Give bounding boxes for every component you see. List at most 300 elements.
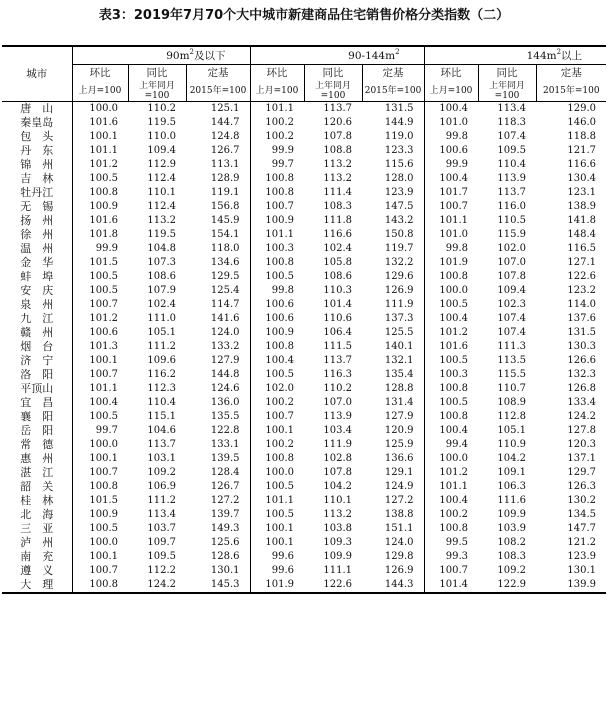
index-value-cell: 111.9 <box>323 439 353 450</box>
index-value-cell: 108.6 <box>323 271 353 282</box>
table-title: 表3：2019年7月70个大中城市新建商品住宅销售价格分类指数（二） <box>98 8 510 23</box>
index-value-cell: 100.5 <box>72 284 128 298</box>
metric-mom: 环比 <box>424 65 478 82</box>
index-value-cell: 124.2 <box>567 411 597 422</box>
index-value-cell: 121.7 <box>567 145 597 156</box>
index-value-cell: 99.8 <box>424 242 478 256</box>
index-value-cell: 100.5 <box>72 172 128 186</box>
index-value-cell: 101.1 <box>72 382 128 396</box>
index-value-cell: 126.3 <box>567 481 597 492</box>
base-mom: 上月=100 <box>72 81 128 102</box>
index-value-cell: 100.8 <box>250 256 304 270</box>
index-value-cell: 113.9 <box>497 173 527 184</box>
index-value-cell: 102.4 <box>147 299 176 310</box>
index-value-cell: 113.4 <box>147 509 176 520</box>
index-value-cell: 111.1 <box>323 565 353 576</box>
index-value-cell: 100.1 <box>72 130 128 144</box>
index-value-cell: 103.9 <box>497 523 527 534</box>
index-value-cell: 118.0 <box>210 243 240 254</box>
city-cell: 赣 州 <box>20 326 54 339</box>
index-value-cell: 110.9 <box>497 439 527 450</box>
index-value-cell: 100.1 <box>250 536 304 550</box>
index-value-cell: 101.6 <box>72 214 128 228</box>
index-value-cell: 113.7 <box>323 355 353 366</box>
index-value-cell: 100.2 <box>250 438 304 452</box>
index-value-cell: 100.7 <box>72 368 128 382</box>
index-value-cell: 99.8 <box>250 284 304 298</box>
index-value-cell: 100.7 <box>424 200 478 214</box>
index-value-cell: 100.6 <box>250 312 304 326</box>
index-value-cell: 133.2 <box>210 341 240 352</box>
index-value-cell: 126.6 <box>567 355 597 366</box>
index-value-cell: 124.9 <box>384 481 414 492</box>
index-value-cell: 114.0 <box>567 299 597 310</box>
index-value-cell: 127.8 <box>567 425 597 436</box>
table-row <box>2 382 606 396</box>
index-value-cell: 115.5 <box>497 369 527 380</box>
index-value-cell: 140.1 <box>384 341 414 352</box>
index-value-cell: 103.1 <box>147 453 176 464</box>
index-value-cell: 100.4 <box>424 102 478 117</box>
index-value-cell: 113.7 <box>147 439 176 450</box>
index-value-cell: 129.5 <box>210 271 240 282</box>
table-row <box>2 242 606 256</box>
index-value-cell: 151.1 <box>384 523 414 534</box>
index-value-cell: 109.6 <box>147 355 176 366</box>
index-value-cell: 154.1 <box>210 229 240 240</box>
city-header: 城市 <box>2 46 72 102</box>
index-value-cell: 121.2 <box>567 537 597 548</box>
index-value-cell: 110.3 <box>323 285 353 296</box>
index-value-cell: 100.7 <box>250 200 304 214</box>
index-value-cell: 105.8 <box>323 257 353 268</box>
index-value-cell: 125.4 <box>210 285 240 296</box>
index-value-cell: 99.6 <box>250 550 304 564</box>
index-value-cell: 100.1 <box>72 550 128 564</box>
index-value-cell: 100.6 <box>250 298 304 312</box>
index-value-cell: 100.4 <box>424 172 478 186</box>
table-row <box>2 284 606 298</box>
index-value-cell: 125.5 <box>384 327 414 338</box>
index-value-cell: 108.2 <box>497 537 527 548</box>
index-value-cell: 119.5 <box>147 229 176 240</box>
index-value-cell: 123.1 <box>567 187 597 198</box>
index-value-cell: 99.4 <box>424 438 478 452</box>
index-value-cell: 113.2 <box>323 159 353 170</box>
index-value-cell: 126.8 <box>567 383 597 394</box>
index-value-cell: 137.1 <box>567 453 597 464</box>
metric-yoy: 同比 <box>304 65 362 82</box>
metric-fixed: 定基 <box>362 65 424 82</box>
index-value-cell: 131.4 <box>384 397 414 408</box>
index-value-cell: 100.9 <box>72 200 128 214</box>
city-cell: 南 充 <box>20 550 54 563</box>
table-row <box>2 564 606 578</box>
city-cell: 平顶山 <box>20 382 54 395</box>
index-value-cell: 156.8 <box>210 201 240 212</box>
index-value-cell: 128.6 <box>210 551 240 562</box>
city-cell: 安 庆 <box>20 284 54 297</box>
index-value-cell: 107.4 <box>497 313 527 324</box>
index-value-cell: 100.8 <box>424 270 478 284</box>
index-value-cell: 113.2 <box>323 173 353 184</box>
index-value-cell: 148.4 <box>567 229 597 240</box>
index-value-cell: 133.1 <box>210 439 240 450</box>
index-value-cell: 107.3 <box>147 257 176 268</box>
index-value-cell: 103.4 <box>323 425 353 436</box>
table-row <box>2 480 606 494</box>
city-cell: 湛 江 <box>20 466 54 479</box>
index-value-cell: 102.0 <box>250 382 304 396</box>
table-row <box>2 340 606 354</box>
index-value-cell: 101.0 <box>424 116 478 130</box>
index-value-cell: 107.0 <box>323 397 353 408</box>
table-row <box>2 172 606 186</box>
city-cell: 常 德 <box>20 438 54 451</box>
index-value-cell: 123.9 <box>384 187 414 198</box>
table-row <box>2 368 606 382</box>
index-value-cell: 100.8 <box>250 186 304 200</box>
group-header-small: $90m^2$及以下 <box>72 46 250 65</box>
table-body <box>2 102 606 594</box>
index-value-cell: 100.8 <box>424 522 478 536</box>
index-value-cell: 107.4 <box>497 131 527 142</box>
index-value-cell: 105.1 <box>497 425 527 436</box>
index-value-cell: 113.9 <box>323 411 353 422</box>
table-row <box>2 536 606 550</box>
index-value-cell: 99.7 <box>72 424 128 438</box>
city-cell: 济 宁 <box>20 354 54 367</box>
index-value-cell: 147.7 <box>567 523 597 534</box>
index-value-cell: 100.7 <box>424 564 478 578</box>
index-value-cell: 122.8 <box>210 425 240 436</box>
index-value-cell: 110.4 <box>497 159 527 170</box>
index-value-cell: 127.9 <box>384 411 414 422</box>
index-value-cell: 113.7 <box>497 187 527 198</box>
group-header-medium: $90-144m^2$ <box>250 46 424 65</box>
index-value-cell: 101.2 <box>72 158 128 172</box>
index-value-cell: 101.1 <box>250 228 304 242</box>
index-value-cell: 113.1 <box>210 159 240 170</box>
table-row <box>2 550 606 564</box>
table-row <box>2 158 606 172</box>
table-row <box>2 438 606 452</box>
index-value-cell: 127.2 <box>210 495 240 506</box>
base-yoy: 上年同月=100 <box>304 81 362 102</box>
city-cell: 唐 山 <box>20 102 54 115</box>
index-value-cell: 125.1 <box>210 103 240 114</box>
index-value-cell: 122.9 <box>478 578 536 593</box>
index-value-cell: 101.4 <box>323 299 353 310</box>
index-value-cell: 134.6 <box>210 257 240 268</box>
index-value-cell: 115.9 <box>497 229 527 240</box>
index-value-cell: 137.3 <box>384 313 414 324</box>
city-cell: 洛 阳 <box>20 368 54 381</box>
index-value-cell: 116.0 <box>497 201 527 212</box>
index-value-cell: 110.2 <box>323 383 353 394</box>
index-value-cell: 100.4 <box>250 354 304 368</box>
index-value-cell: 124.2 <box>128 578 186 593</box>
index-value-cell: 109.5 <box>147 551 176 562</box>
index-value-cell: 127.2 <box>384 495 414 506</box>
index-value-cell: 109.2 <box>147 467 176 478</box>
index-value-cell: 100.1 <box>250 424 304 438</box>
index-value-cell: 108.9 <box>497 397 527 408</box>
index-value-cell: 101.5 <box>72 494 128 508</box>
index-value-cell: 129.0 <box>567 103 597 114</box>
index-value-cell: 102.4 <box>323 243 353 254</box>
metric-mom: 环比 <box>72 65 128 82</box>
index-value-cell: 132.3 <box>567 369 597 380</box>
index-value-cell: 141.8 <box>567 215 597 226</box>
index-value-cell: 105.1 <box>147 327 176 338</box>
index-value-cell: 130.3 <box>567 341 597 352</box>
index-value-cell: 111.4 <box>323 187 353 198</box>
index-value-cell: 128.4 <box>210 467 240 478</box>
index-value-cell: 99.9 <box>424 158 478 172</box>
index-value-cell: 124.8 <box>210 131 240 142</box>
index-value-cell: 108.6 <box>147 271 176 282</box>
index-value-cell: 133.4 <box>567 397 597 408</box>
metric-yoy: 同比 <box>478 65 536 82</box>
index-value-cell: 143.2 <box>384 215 414 226</box>
index-value-cell: 129.6 <box>384 271 414 282</box>
index-value-cell: 101.9 <box>250 578 304 593</box>
index-value-cell: 113.2 <box>147 215 176 226</box>
index-value-cell: 100.2 <box>250 396 304 410</box>
index-value-cell: 102.8 <box>323 453 353 464</box>
city-cell: 三 亚 <box>20 522 54 535</box>
index-value-cell: 116.5 <box>567 243 597 254</box>
index-value-cell: 130.1 <box>210 565 240 576</box>
table-row <box>2 256 606 270</box>
index-value-cell: 122.6 <box>304 578 362 593</box>
index-value-cell: 113.7 <box>323 103 353 114</box>
index-value-cell: 109.2 <box>497 565 527 576</box>
index-value-cell: 111.9 <box>384 299 414 310</box>
index-value-cell: 100.0 <box>424 284 478 298</box>
index-value-cell: 119.7 <box>384 243 414 254</box>
table-row <box>2 130 606 144</box>
index-value-cell: 114.7 <box>210 299 240 310</box>
index-value-cell: 145.9 <box>210 215 240 226</box>
index-value-cell: 109.5 <box>497 145 527 156</box>
index-value-cell: 100.5 <box>424 298 478 312</box>
table-row <box>2 410 606 424</box>
index-value-cell: 101.9 <box>424 256 478 270</box>
index-value-cell: 111.2 <box>147 341 176 352</box>
index-value-cell: 99.6 <box>250 564 304 578</box>
city-cell: 宜 昌 <box>20 396 54 409</box>
index-value-cell: 101.6 <box>424 340 478 354</box>
table-row <box>2 228 606 242</box>
index-value-cell: 130.4 <box>567 173 597 184</box>
index-value-cell: 147.5 <box>384 201 414 212</box>
index-value-cell: 111.0 <box>147 313 176 324</box>
city-cell: 牡丹江 <box>20 186 54 199</box>
base-fixed: 2015年=100 <box>362 81 424 102</box>
index-value-cell: 100.0 <box>72 102 128 117</box>
index-value-cell: 120.6 <box>323 117 353 128</box>
base-fixed: 2015年=100 <box>186 81 250 102</box>
index-value-cell: 101.3 <box>72 340 128 354</box>
city-cell: 泉 州 <box>20 298 54 311</box>
index-value-cell: 109.4 <box>147 145 176 156</box>
base-mom: 上月=100 <box>250 81 304 102</box>
index-value-cell: 100.1 <box>250 522 304 536</box>
index-value-cell: 131.5 <box>384 103 414 114</box>
index-value-cell: 149.3 <box>210 523 240 534</box>
base-mom: 上月=100 <box>424 81 478 102</box>
city-cell: 吉 林 <box>20 172 54 185</box>
index-value-cell: 138.8 <box>384 509 414 520</box>
index-value-cell: 124.0 <box>384 537 414 548</box>
index-value-cell: 125.9 <box>384 439 414 450</box>
index-value-cell: 116.3 <box>323 369 353 380</box>
index-value-cell: 124.0 <box>210 327 240 338</box>
index-value-cell: 130.1 <box>567 565 597 576</box>
index-value-cell: 101.2 <box>424 326 478 340</box>
index-value-cell: 100.5 <box>424 396 478 410</box>
index-value-cell: 123.3 <box>384 145 414 156</box>
index-value-cell: 124.6 <box>210 383 240 394</box>
index-value-cell: 100.5 <box>424 354 478 368</box>
index-value-cell: 109.7 <box>147 537 176 548</box>
index-value-cell: 100.7 <box>250 410 304 424</box>
index-value-cell: 100.5 <box>72 522 128 536</box>
city-cell: 烟 台 <box>20 340 54 353</box>
index-value-cell: 112.4 <box>147 173 176 184</box>
index-value-cell: 100.4 <box>72 396 128 410</box>
table-row <box>2 116 606 130</box>
table-row <box>2 466 606 480</box>
index-value-cell: 138.9 <box>567 201 597 212</box>
index-value-cell: 123.2 <box>567 285 597 296</box>
index-value-cell: 112.3 <box>147 383 176 394</box>
city-cell: 韶 关 <box>20 480 54 493</box>
index-value-cell: 100.0 <box>250 466 304 480</box>
index-value-cell: 110.2 <box>147 103 176 114</box>
index-value-cell: 99.5 <box>424 536 478 550</box>
index-value-cell: 139.5 <box>210 453 240 464</box>
index-value-cell: 110.4 <box>147 397 176 408</box>
metric-mom: 环比 <box>250 65 304 82</box>
index-value-cell: 113.5 <box>497 355 527 366</box>
index-value-cell: 100.3 <box>250 242 304 256</box>
table-row <box>2 326 606 340</box>
table-row <box>2 214 606 228</box>
index-value-cell: 100.8 <box>250 172 304 186</box>
index-value-cell: 100.0 <box>424 452 478 466</box>
index-value-cell: 100.3 <box>424 368 478 382</box>
index-value-cell: 108.3 <box>497 551 527 562</box>
index-value-cell: 100.5 <box>250 480 304 494</box>
index-value-cell: 113.2 <box>323 509 353 520</box>
index-value-cell: 101.2 <box>424 466 478 480</box>
base-fixed: 2015年=100 <box>536 81 606 102</box>
index-value-cell: 130.2 <box>567 495 597 506</box>
index-value-cell: 126.7 <box>210 145 240 156</box>
index-value-cell: 135.5 <box>210 411 240 422</box>
city-cell: 金 华 <box>20 256 54 269</box>
table-row <box>2 102 606 117</box>
index-value-cell: 101.6 <box>72 116 128 130</box>
index-value-cell: 101.5 <box>72 256 128 270</box>
index-value-cell: 119.5 <box>147 117 176 128</box>
index-value-cell: 126.9 <box>384 565 414 576</box>
index-value-cell: 99.3 <box>424 550 478 564</box>
index-value-cell: 101.2 <box>72 312 128 326</box>
index-value-cell: 100.8 <box>250 452 304 466</box>
index-value-cell: 144.9 <box>384 117 414 128</box>
index-value-cell: 119.0 <box>384 131 414 142</box>
index-value-cell: 100.6 <box>72 326 128 340</box>
index-value-cell: 100.9 <box>72 508 128 522</box>
index-value-cell: 100.7 <box>72 564 128 578</box>
index-value-cell: 135.4 <box>384 369 414 380</box>
index-value-cell: 145.3 <box>186 578 250 593</box>
index-value-cell: 127.9 <box>210 355 240 366</box>
index-value-cell: 110.1 <box>323 495 353 506</box>
base-yoy: 上年同月=100 <box>128 81 186 102</box>
index-value-cell: 115.6 <box>384 159 414 170</box>
index-value-cell: 144.8 <box>210 369 240 380</box>
index-value-cell: 110.0 <box>147 131 176 142</box>
table-row <box>2 522 606 536</box>
city-cell: 秦皇岛 <box>20 116 54 129</box>
index-value-cell: 129.7 <box>567 467 597 478</box>
index-value-cell: 129.1 <box>384 467 414 478</box>
index-value-cell: 109.9 <box>323 551 353 562</box>
city-cell: 襄 阳 <box>20 410 54 423</box>
index-value-cell: 107.9 <box>147 285 176 296</box>
table-row <box>2 354 606 368</box>
index-value-cell: 100.4 <box>424 424 478 438</box>
index-value-cell: 134.5 <box>567 509 597 520</box>
index-value-cell: 100.9 <box>250 326 304 340</box>
index-value-cell: 100.0 <box>72 536 128 550</box>
index-value-cell: 99.9 <box>72 242 128 256</box>
city-cell: 岳 阳 <box>20 424 54 437</box>
index-value-cell: 110.1 <box>147 187 176 198</box>
index-value-cell: 125.6 <box>210 537 240 548</box>
city-cell: 九 江 <box>20 312 54 325</box>
index-value-cell: 110.5 <box>497 215 527 226</box>
index-value-cell: 110.6 <box>323 313 353 324</box>
index-value-cell: 126.9 <box>384 285 414 296</box>
index-value-cell: 111.3 <box>497 341 527 352</box>
table-row <box>2 144 606 158</box>
index-value-cell: 100.2 <box>424 508 478 522</box>
city-cell: 扬 州 <box>20 214 54 227</box>
index-value-cell: 100.1 <box>72 354 128 368</box>
index-value-cell: 112.4 <box>147 201 176 212</box>
table-row <box>2 396 606 410</box>
city-cell: 无 锡 <box>20 200 54 213</box>
table-row <box>2 508 606 522</box>
index-value-cell: 100.6 <box>424 144 478 158</box>
index-value-cell: 104.8 <box>147 243 176 254</box>
index-value-cell: 120.9 <box>384 425 414 436</box>
index-value-cell: 100.4 <box>424 494 478 508</box>
index-value-cell: 100.8 <box>72 480 128 494</box>
index-value-cell: 123.9 <box>567 551 597 562</box>
index-value-cell: 101.4 <box>424 578 478 593</box>
index-value-cell: 100.8 <box>72 186 128 200</box>
index-value-cell: 119.1 <box>210 187 240 198</box>
index-value-cell: 126.7 <box>210 481 240 492</box>
index-value-cell: 100.5 <box>250 270 304 284</box>
